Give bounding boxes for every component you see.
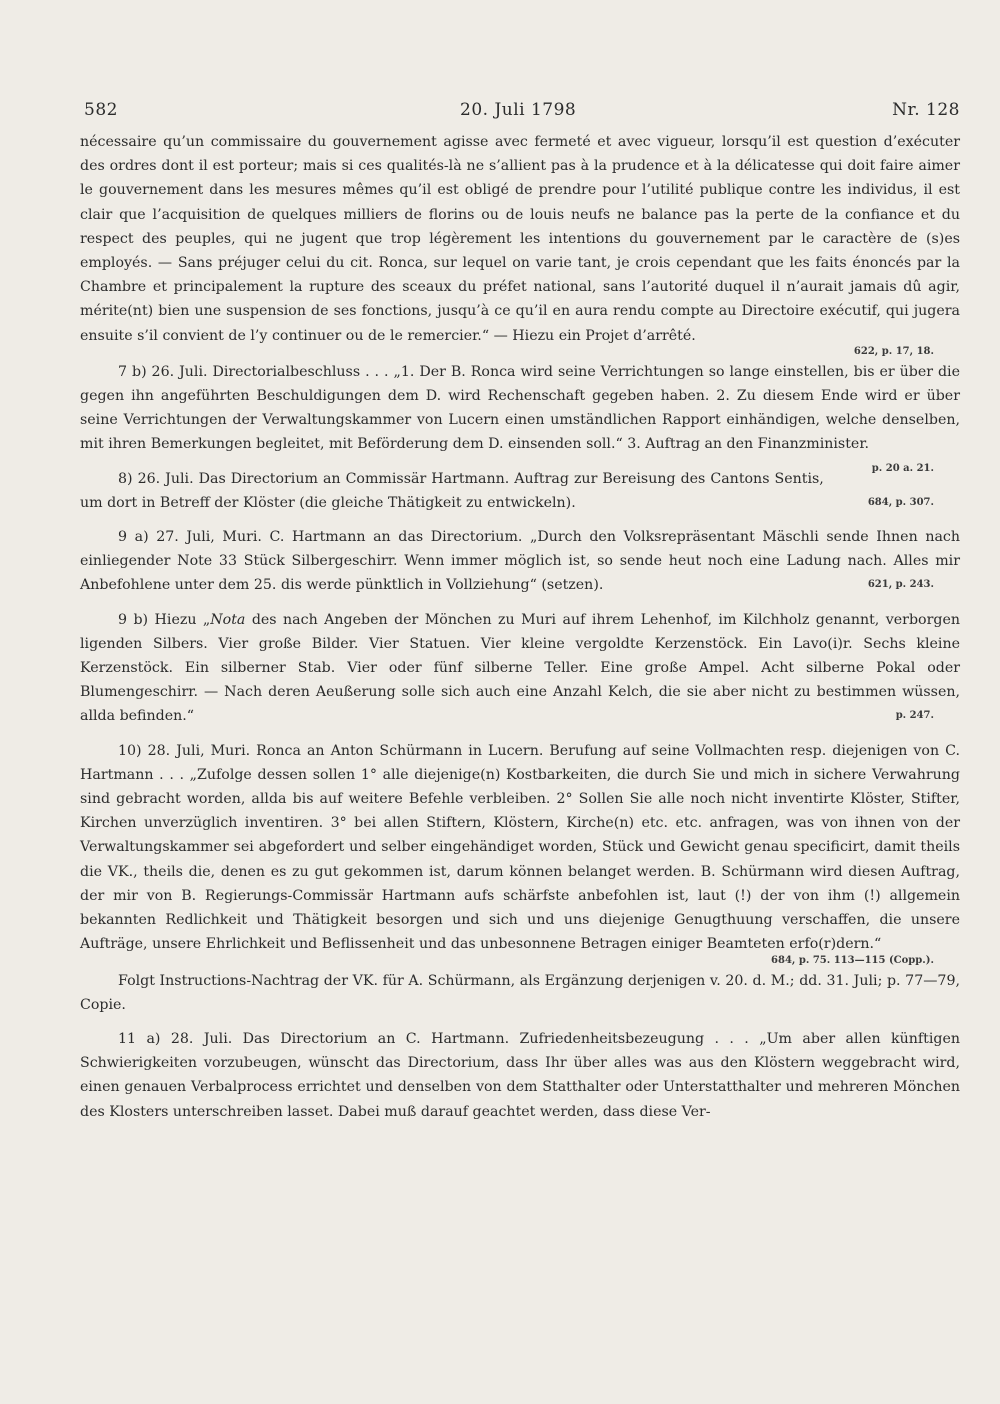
paragraph-followup: Folgt Instructions-Nachtrag der VK. für A. Schürmann, als Ergänzung derjenigen v. 20. d. M.; dd. 31. Juli; p. 77—79, Copie. [80,972,960,1013]
reference-8: 684, p. 307. [867,496,934,508]
paragraph-10: 10) 28. Juli, Muri. Ronca an Anton Schürmann in Lucern. Berufung auf seine Vollmachten resp. diejenigen von C. Hartmann . . . „Zufolge dessen sollen 1° alle diejenige(n) Kostbarkeiten, die durch Sie und mich in sichere Verwahrung sind gebracht worden, allda bis auf weitere Befehle verbleiben. 2° Sollen Sie alle noch nicht inventirte Klöster, Stifter, Kirchen unverzüglich inventiren. 3° bei allen Stiftern, Klöstern, Kirche(n) etc. etc. anfragen, was von ihnen von der Verwaltungskammer sei abgefordert und selber eingehändiget worden, Stück und Gewicht genau specificirt, damit theils die VK., theils die, denen es zu gut gekommen ist, darum können belanget werden. B. Schürmann wird diesen Auftrag, der mir von B. Regierungs-Commissär Hartmann aufs schärfste anbefohlen ist, laut (!) der von ihm (!) allgemein bekannten Redlichkeit und Thätigkeit besorgen und sich und uns diejenige Genugthuung verschaffen, die unsere Aufträge, unsere Ehrlichkeit und Beflissenheit und das unbesonnene Betragen einiger Beamteten erfo(r)dern.“ [80,742,960,953]
paragraph-7b-text: 7 b) 26. Juli. Directorialbeschluss . . . „1. Der B. Ronca wird seine Verrichtungen so lange einstellen, bis er über die gegen ihn angeführten Beschuldigungen dem D. wird Rechenschaft gegeben haben. 2. Zu diesem Ende wird er über seine Verrichtungen der Verwaltungskammer von Lucern einen umständlichen Rapport einhändigen, welche denselben, mit ihren Bemerkungen begleitet, mit Beförderung dem D. einsenden soll.“ 3. Auftrag an den Finanzminister. [80,363,960,453]
paragraph-9a [80,525,960,598]
document-number: Nr. 128 [892,100,960,120]
header-date: 20. Juli 1798 [460,100,577,120]
paragraph-9a-text: 9 a) 27. Juli, Muri. C. Hartmann an das Directorium. „Durch den Volksrepräsentant Mäschli sende Ihnen nach einliegender Note 33 Stück Silbergeschirr. Wenn immer möglich ist, so sende heut noch eine Ladung nach. Alles mir Anbefohlene unter dem 25. dis werde pünktlich in Vollziehung“ (setzen). [80,529,960,594]
reference-7b: p. 20 a. 21. [871,462,934,474]
reference-10: 684, p. 75. 113—115 (Copp.). [771,954,934,966]
paragraph-1: nécessaire qu’un commissaire du gouvernement agisse avec fermeté et avec vigueur, lorsqu’il est question d’exécuter des ordres dont il est porteur; mais si ces qualités-là ne s’allient pas à la prudence et à la délicatesse qui doit faire aimer le gouvernement dans les mesures mêmes qu’il est obligé de prendre pour l’utilité publique contre les individus, il est clair que l’acquisition de quelques milliers de florins ou de louis neufs ne balance pas la perte de la confiance et du respect des peuples, qui ne jugent que trop légèrement les intentions du gouvernement par le caractère de (s)es employés. — Sans préjuger celui du cit. Ronca, sur lequel on varie tant, je crois cependant que les faits énoncés par la Chambre et principalement la rupture des sceaux du préfet national, sans l’autorité duquel il n’aurait jamais dû agir, mérite(nt) bien une suspension de ses fonctions, jusqu’à ce qu’il en aura rendu compte au Directoire exécutif, qui jugera ensuite s’il convient de l’y continuer ou de le remercier.“ — Hiezu ein Projet d’arrêté. [80,134,960,344]
page-header [84,100,960,128]
paragraph-8 [80,467,960,515]
reference-9a: 621, p. 243. [867,579,934,591]
paragraph-8-text: 8) 26. Juli. Das Directorium an Commissär Hartmann. Auftrag zur Bereisung des Cantons Sentis, um dort in Betreff der Klöster (die gleiche Thätigkeit zu entwickeln). [80,470,824,511]
document-body [80,130,960,1124]
paragraph-9b-text-start: 9 b) Hiezu „ [118,611,211,628]
reference-9b: p. 247. [895,710,934,722]
paragraph-11a: 11 a) 28. Juli. Das Directorium an C. Hartmann. Zufriedenheitsbezeugung . . . „Um aber allen künftigen Schwierigkeiten vorzubeugen, wünscht das Directorium, dass Ihr über alles was aus den Klöstern weggebracht wird, einen genauen Verbalprocess errichtet und denselben von dem Statthalter oder Unterstatthalter und mehreren Mönchen des Klosters unterschreiben lasset. Dabei muß darauf geachtet werden, dass diese Ver- [80,1030,960,1120]
reference-1: 622, p. 17, 18. [853,345,934,357]
paragraph-9b [80,608,960,729]
paragraph-9b-text-rest: des nach Angeben der Mönchen zu Muri auf ihrem Lehenhof, im Kilchholz genannt, verborgen ligenden Silbers. Vier große Bilder. Vier Statuen. Vier kleine vergoldte Kerzenstöck. Ein Lavo(i)r. Sechs kleine Kerzenstöck. Ein silberner Stab. Vier oder fünf silberne Teller. Eine große Ampel. Acht silberne Pokal oder Blumengeschirr. — Nach deren Aeußerung solle sich auch eine Anzahl Kelch, die sie aber nicht zu bestimmen wüssen, allda befinden.“ [80,611,960,725]
paragraph-9b-italic: Nota [210,611,246,628]
page-number: 582 [84,100,118,120]
paragraph-7b [80,360,960,474]
